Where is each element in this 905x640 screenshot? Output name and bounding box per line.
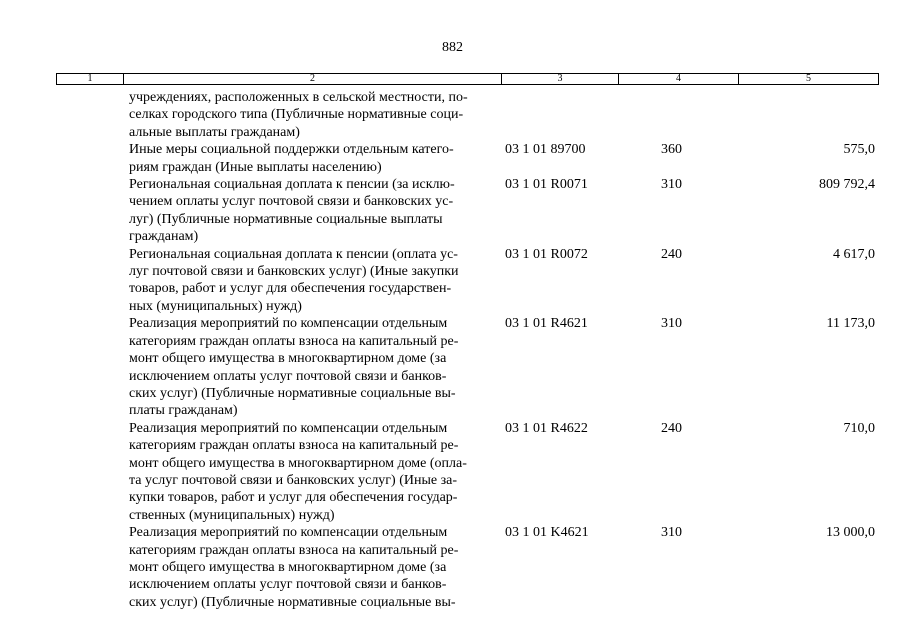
row-type: 240 — [661, 420, 682, 436]
table-row — [56, 176, 879, 246]
row-amount: 710,0 — [843, 420, 875, 436]
row-description — [129, 141, 499, 176]
row-amount: 809 792,4 — [819, 177, 875, 193]
row-number-cell — [56, 246, 129, 316]
row-code: 03 1 01 R0072 — [505, 246, 588, 262]
description-line: Иные меры социальной поддержки отдельным катего- — [129, 142, 454, 158]
description-line: риям граждан (Иные выплаты населению) — [129, 159, 382, 175]
description-line: та услуг почтовой связи и банковских услуг) (Иные за- — [129, 472, 458, 488]
row-type: 360 — [661, 142, 682, 158]
description-line: исключением оплаты услуг почтовой связи и банков- — [129, 368, 447, 384]
row-description — [129, 246, 499, 316]
description-line: Региональная социальная доплата к пенсии (оплата ус- — [129, 246, 458, 262]
description-line: категориям граждан оплаты взноса на капитальный ре- — [129, 438, 459, 454]
row-code: 03 1 01 R0071 — [505, 177, 588, 193]
description-line: ственных (муниципальных) нужд) — [129, 507, 335, 523]
row-type: 310 — [661, 177, 682, 193]
row-description — [129, 89, 499, 141]
row-description — [129, 524, 499, 611]
table-row — [56, 524, 879, 611]
description-line: категориям граждан оплаты взноса на капитальный ре- — [129, 542, 459, 558]
description-line: луг почтовой связи и банковских услуг) (Иные закупки — [129, 264, 459, 280]
description-line: ных (муниципальных) нужд) — [129, 298, 302, 314]
description-line: Реализация мероприятий по компенсации отдельным — [129, 525, 448, 541]
row-type — [612, 89, 684, 141]
description-line: монт общего имущества в многоквартирном доме (за — [129, 559, 447, 575]
column-header-5: 5 — [806, 74, 811, 84]
row-number-cell — [56, 420, 129, 524]
description-line: луг) (Публичные нормативные социальные выплаты — [129, 211, 443, 227]
row-amount: 13 000,0 — [826, 525, 875, 541]
row-code: 03 1 01 89700 — [505, 142, 586, 158]
table-row — [56, 315, 879, 419]
row-number-cell — [56, 315, 129, 419]
row-number-cell — [56, 141, 129, 176]
row-number-cell — [56, 524, 129, 611]
row-code: 03 1 01 R4621 — [505, 316, 588, 332]
description-line: учреждениях, расположенных в сельской местности, по- — [129, 90, 468, 105]
row-code — [499, 89, 612, 141]
budget-table — [56, 89, 879, 611]
description-line: альные выплаты гражданам) — [129, 124, 300, 140]
description-line: Реализация мероприятий по компенсации отдельным — [129, 316, 448, 332]
table-row — [56, 89, 879, 141]
description-line: ских услуг) (Публичные нормативные социальные вы- — [129, 385, 456, 401]
table-row — [56, 420, 879, 524]
row-amount: 11 173,0 — [826, 316, 875, 332]
column-header-3: 3 — [502, 74, 619, 84]
row-description — [129, 420, 499, 524]
description-line: гражданам) — [129, 229, 199, 245]
description-line: селках городского типа (Публичные нормативные соци- — [129, 107, 464, 123]
page-number: 882 — [442, 40, 463, 55]
description-line: категориям граждан оплаты взноса на капитальный ре- — [129, 333, 459, 349]
row-amount — [684, 89, 879, 141]
description-line: товаров, работ и услуг для обеспечения государствен- — [129, 281, 452, 297]
column-header-4: 4 — [619, 74, 739, 84]
row-type: 310 — [661, 316, 682, 332]
row-number-cell — [56, 89, 129, 141]
row-description — [129, 315, 499, 419]
description-line: купки товаров, работ и услуг для обеспечения государ- — [129, 490, 458, 506]
column-header-row — [56, 73, 879, 85]
description-line: чением оплаты услуг почтовой связи и банковских ус- — [129, 194, 454, 210]
table-row — [56, 141, 879, 176]
row-description — [129, 176, 499, 246]
description-line: исключением оплаты услуг почтовой связи и банков- — [129, 577, 447, 593]
row-code: 03 1 01 K4621 — [505, 525, 589, 541]
row-number-cell — [56, 176, 129, 246]
description-line: платы гражданам) — [129, 403, 238, 419]
description-line: ских услуг) (Публичные нормативные социальные вы- — [129, 594, 456, 610]
description-line: Реализация мероприятий по компенсации отдельным — [129, 420, 448, 436]
description-line: монт общего имущества в многоквартирном доме (за — [129, 351, 447, 367]
row-amount: 4 617,0 — [833, 246, 875, 262]
column-header-2: 2 — [124, 74, 502, 84]
description-line: монт общего имущества в многоквартирном доме (опла- — [129, 455, 467, 471]
description-line: Региональная социальная доплата к пенсии (за исклю- — [129, 177, 455, 193]
table-row — [56, 246, 879, 316]
row-amount: 575,0 — [843, 142, 875, 158]
row-code: 03 1 01 R4622 — [505, 420, 588, 436]
column-header-1: 1 — [57, 74, 124, 84]
row-type: 310 — [661, 525, 682, 541]
row-type: 240 — [661, 246, 682, 262]
